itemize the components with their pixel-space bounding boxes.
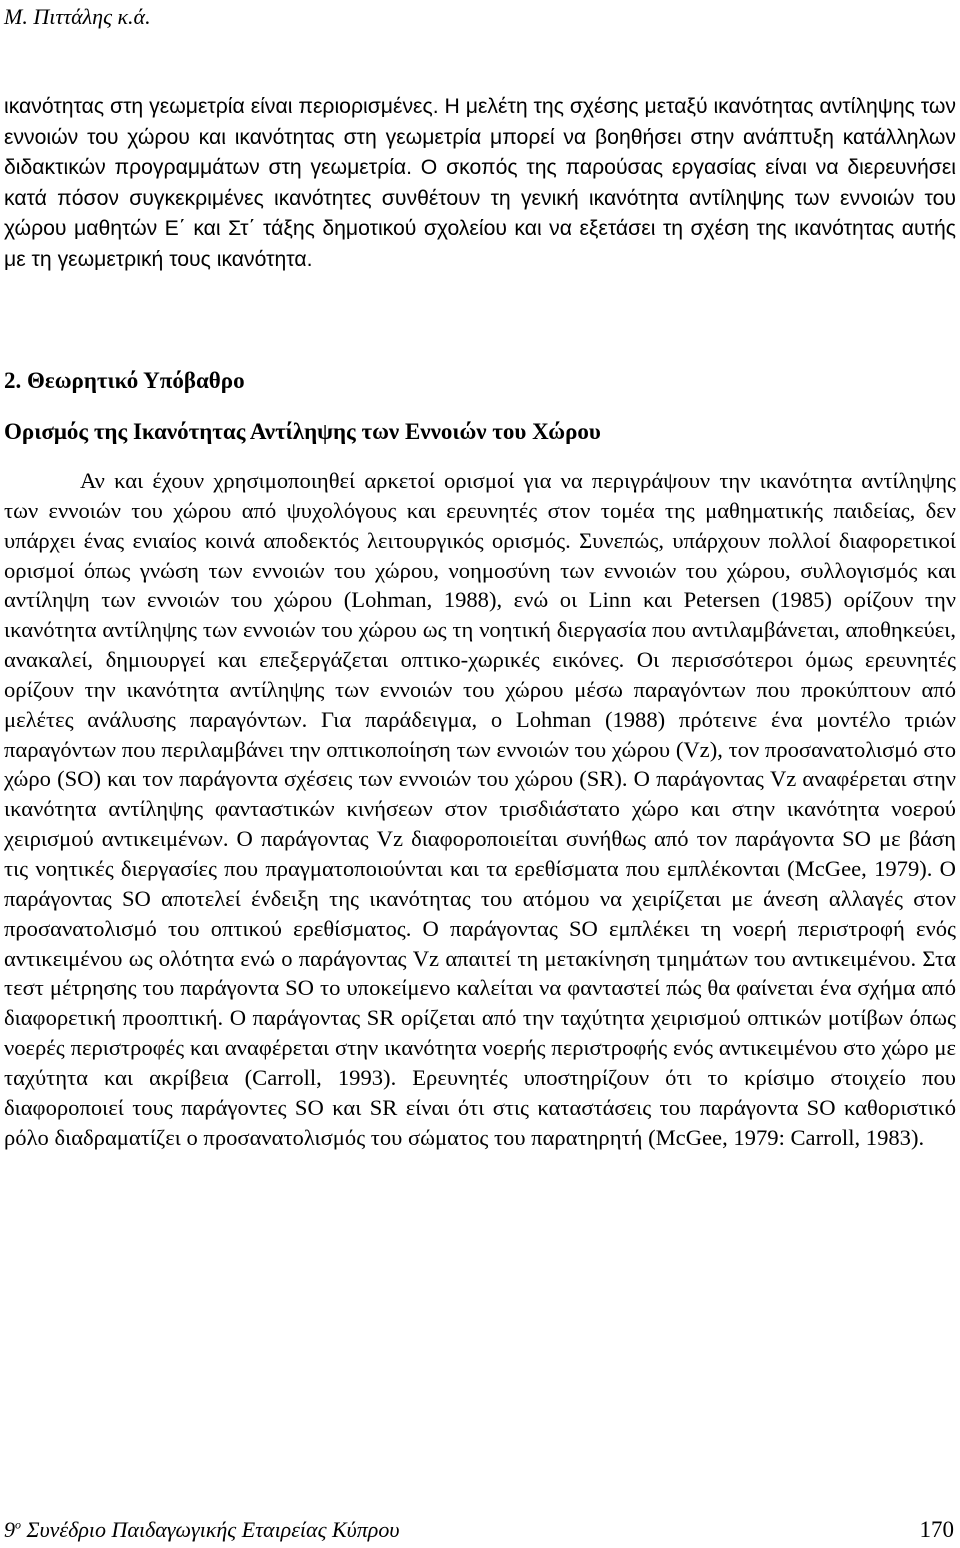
subsection-heading: Ορισμός της Ικανότητας Αντίληψης των Εννοιών του Χώρου (4, 419, 601, 444)
conference-number: 9 (4, 1517, 15, 1542)
conference-name: Συνέδριο Παιδαγωγικής Εταιρείας Κύπρου (26, 1517, 400, 1542)
footer-conference (4, 1517, 399, 1543)
section-heading: 2. Θεωρητικό Υπόβαθρο (4, 368, 245, 393)
running-header-author: Μ. Πιττάλης κ.ά. (4, 4, 151, 29)
body-paragraph: Αν και έχουν χρησιμοποιηθεί αρκετοί ορισμοί για να περιγράψουν την ικανότητα αντίληψης των εννοιών του χώρου από ψυχολόγους και ερευνητές στον τομέα της μαθηματικής παιδείας, δεν υπάρχει ένας ενιαίος κοινά αποδεκτός λειτουργικός ορισμός. Συνεπώς, υπάρχουν πολλοί διαφορετικοί ορισμοί όπως γνώση των εννοιών του χώρου, νοημοσύνη των εννοιών του χώρου, συλλογισμός και αντίληψη των εννοιών του χώρου (Lohman, 1988), ενώ οι Linn και Petersen (1985) ορίζουν την ικανότητα αντίληψης των εννοιών του χώρου ως τη νοητική διεργασία που αντιλαμβάνεται, αποθηκεύει, ανακαλεί, δημιουργεί και επεξεργάζεται οπτικο-χωρικές εικόνες. Οι περισσότεροι όμως ερευνητές ορίζουν την ικανότητα αντίληψης των εννοιών του χώρου μέσω παραγόντων που προκύπτουν από μελέτες ανάλυσης παραγόντων. Για παράδειγμα, ο Lohman (1988) πρότεινε ένα μοντέλο τριών παραγόντων που περιλαμβάνει την οπτικοποίηση των εννοιών του χώρου (Vz), τον προσανατολισμό στο χώρο (SO) και τον παράγοντα σχέσεις των εννοιών του χώρου (SR). Ο παράγοντας Vz αναφέρεται στην ικανότητα αντίληψης φανταστικών κινήσεων στον τρισδιάστατο χώρο και στην ικανότητα νοερού χειρισμού αντικειμένων. Ο παράγοντας Vz διαφοροποιείται συνήθως από τον παράγοντα SO με βάση τις νοητικές διεργασίες που πραγματοποιούνται και τα ερεθίσματα που εμπλέκονται (McGee, 1979). Ο παράγοντας SO αποτελεί ένδειξη της ικανότητας του ατόμου να χειρίζεται με άνεση αλλαγές στον προσανατολισμό του οπτικού ερεθίσματος. Ο παράγοντας SO εμπλέκει τη νοερή περιστροφή ενός αντικειμένου ως ολότητα ενώ ο παράγοντας Vz απαιτεί τη μετακίνηση τμημάτων του αντικειμένου. Στα τεστ μέτρησης του παράγοντα SO το υποκείμενο καλείται να φανταστεί πώς θα φαίνεται ένα σχήμα από διαφορετική προοπτική. Ο παράγοντας SR ορίζεται από την ταχύτητα χειρισμού οπτικών μοτίβων όπως νοερές περιστροφές και αναφέρεται στην ικανότητα νοερής περιστροφής ενός αντικειμένου στο χώρο με ταχύτητα και ακρίβεια (Carroll, 1993). Ερευνητές υποστηρίζουν ότι το κρίσιμο στοιχείο που διαφοροποιεί τους παράγοντες SO και SR είναι ότι στις καταστάσεις του παράγοντα SO καθοριστικό ρόλο διαδραματίζει ο προσανατολισμός του σώματος του παρατηρητή (McGee, 1979: Carroll, 1983). (4, 468, 956, 1150)
page-number: 170 (919, 1517, 954, 1542)
conference-ordinal-superscript: ο (15, 1517, 21, 1532)
intro-paragraph: ικανότητας στη γεωμετρία είναι περιορισμένες. Η μελέτη της σχέσης μεταξύ ικανότητας αντίληψης των εννοιών του χώρου και ικανότητας στη γεωμετρία μπορεί να βοηθήσει στην ανάπτυξη κατάλληλων διδακτικών προγραμμάτων στη γεωμετρία. Ο σκοπός της παρούσας εργασίας είναι να διερευνήσει κατά πόσον συγκεκριμένες ικανότητες συνθέτουν τη γενική ικανότητα αντίληψης των εννοιών του χώρου μαθητών Ε΄ και Στ΄ τάξης δημοτικού σχολείου και να εξετάσει τη σχέση της ικανότητας αυτής με τη γεωμετρική τους ικανότητα. (4, 95, 956, 271)
